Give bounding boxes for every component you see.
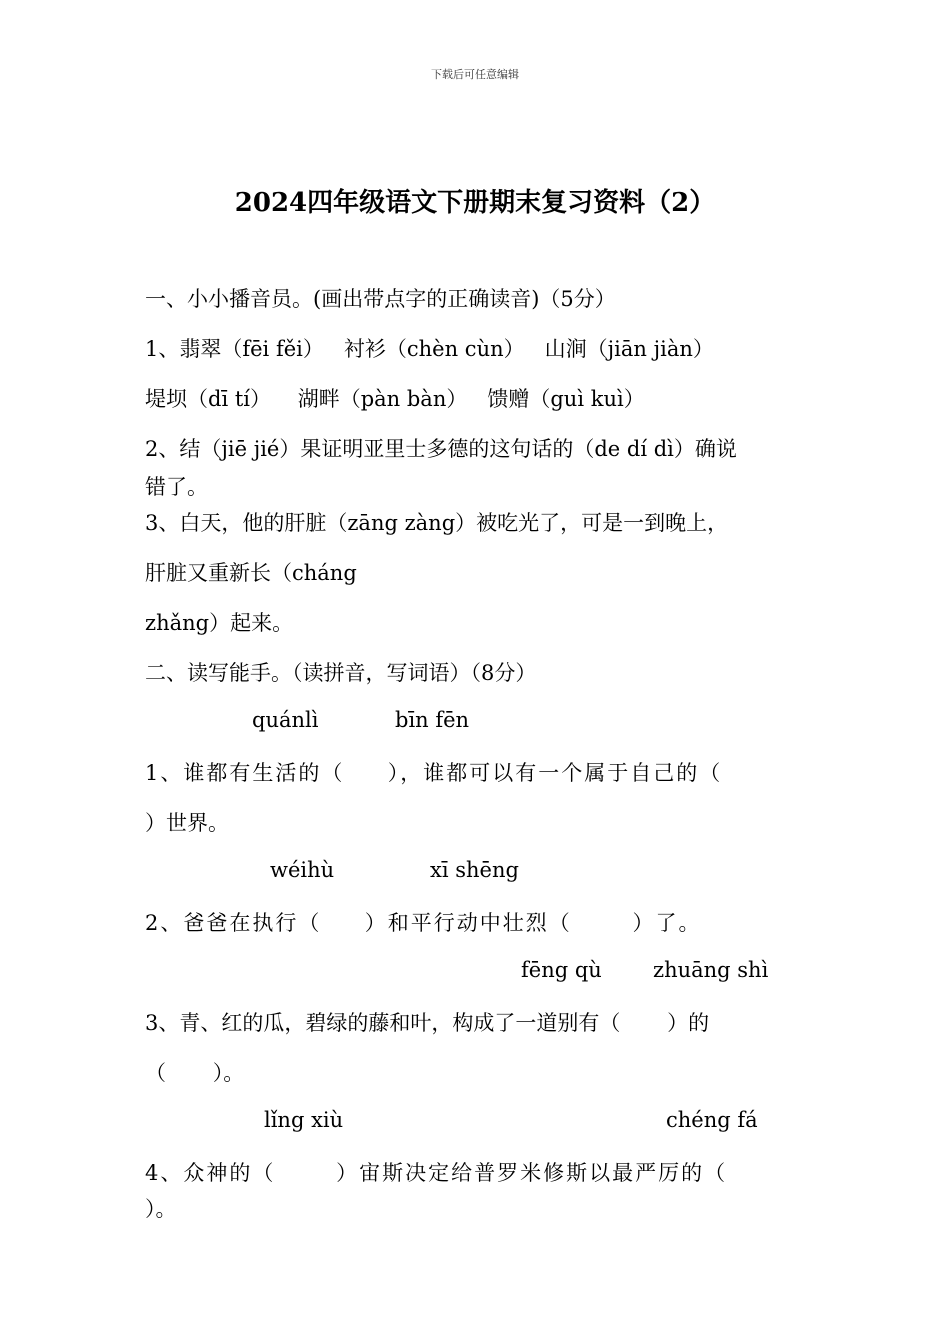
pinyin-2a: wéihù [270,858,335,882]
s2-question-3-line-2: （ ）。 [145,1061,245,1085]
s1-question-3-line-2: 肝脏又重新长（cháng [145,561,357,585]
s1-question-3-line-1: 3、白天，他的肝脏（zāng zàng）被吃光了，可是一到晚上， [145,511,729,535]
s1-question-2-line-2: 错了。 [145,475,208,499]
s1-question-1-line-2: 堤坝（dī tí） 湖畔（pàn bàn） 馈赠（guì kuì） [145,387,645,411]
s2-question-4-line-2: ）。 [145,1197,177,1221]
pinyin-3b: zhuāng shì [653,958,769,982]
page-title: 2024四年级语文下册期末复习资料（2） [234,188,716,218]
pinyin-2b: xī shēng [430,858,519,882]
pinyin-1b: bīn fēn [395,708,470,732]
pinyin-4b: chéng fá [666,1108,758,1132]
page-header: 下载后可任意编辑 [431,68,519,81]
pinyin-3a: fēng qù [521,958,602,982]
s2-question-1-line-2: ）世界。 [145,811,229,835]
s2-question-4-line-1: 4、众神的（ ）宙斯决定给普罗米修斯以最严厉的（ [145,1161,728,1185]
s1-question-2-line-1: 2、结（jiē jié）果证明亚里士多德的这句话的（de dí dì）确说 [145,437,737,461]
pinyin-4a: lǐng xiù [264,1108,344,1132]
s1-question-3-line-3: zhǎng）起来。 [145,611,294,635]
s2-question-2: 2、爸爸在执行（ ）和平行动中壮烈（ ）了。 [145,911,702,935]
pinyin-1a: quánlì [252,708,319,732]
s1-question-1-line-1: 1、翡翠（fēi fěi） 衬衫（chèn cùn） 山涧（jiān jiàn） [145,337,714,361]
section-1-heading: 一、小小播音员。(画出带点字的正确读音)（5分） [145,287,616,311]
s2-question-1-line-1: 1、谁都有生活的（ ），谁都可以有一个属于自己的（ [145,761,723,785]
s2-question-3-line-1: 3、青、红的瓜，碧绿的藤和叶，构成了一道别有（ ）的 [145,1011,710,1035]
section-2-heading: 二、读写能手。（读拼音，写词语）（8分） [145,661,537,685]
